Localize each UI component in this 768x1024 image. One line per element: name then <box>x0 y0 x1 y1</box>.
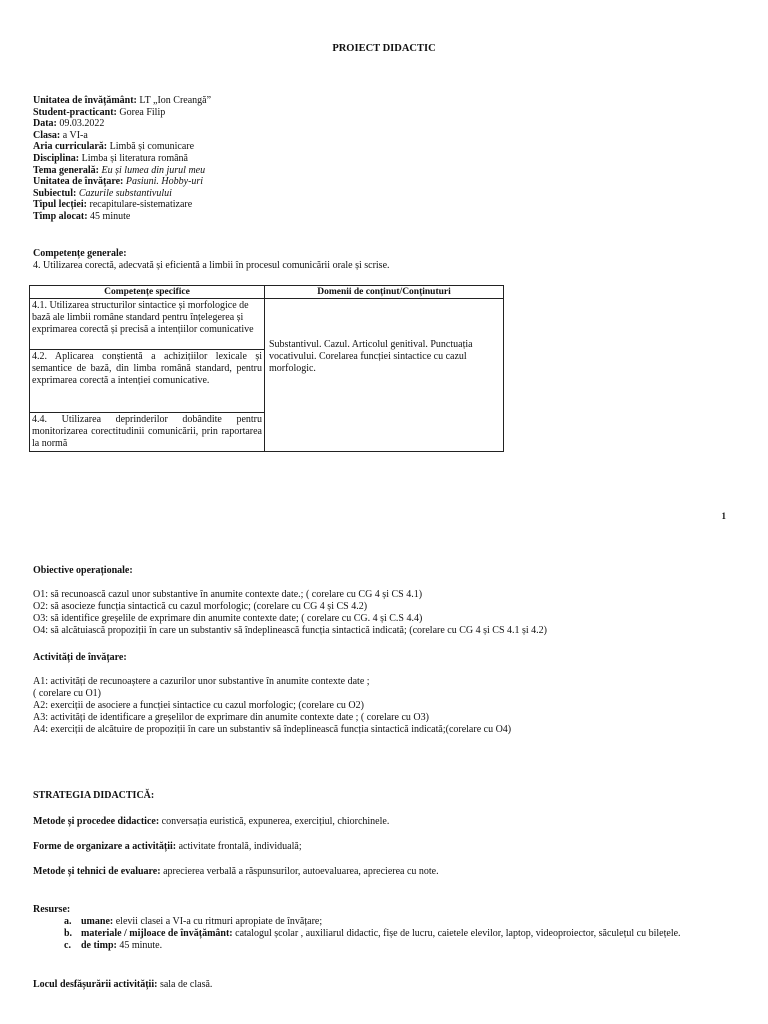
activity-a4: A4: exerciții de alcătuire de propoziții în care un substantiv să îndeplinească funcția sintactică indicată;(corelare cu O4) <box>33 724 512 735</box>
evaluation-methods-line: Metode și tehnici de evaluare: aprecierea verbală a răspunsurilor, autoevaluarea, aprecierea cu note. <box>33 866 439 877</box>
objectives-heading: Obiective operaționale: <box>33 565 133 576</box>
info-lesson-type: Tipul lecției: recapitulare-sistematizare <box>33 199 193 211</box>
info-time: Timp alocat: 45 minute <box>33 210 131 222</box>
competences-table <box>29 285 504 452</box>
organization-forms-line: Forme de organizare a activității: activitate frontală, individuală; <box>33 841 302 852</box>
general-competences-heading: Competențe generale: <box>33 248 127 259</box>
info-subject: Subiectul: Cazurile substantivului <box>33 187 172 199</box>
activity-a1-correlation: ( corelare cu O1) <box>33 688 102 699</box>
info-class: Clasa: a VI-a <box>33 129 88 141</box>
resources <box>33 904 728 952</box>
strategy-heading: STRATEGIA DIDACTICĂ: <box>33 790 155 801</box>
resource-human: a. umane: elevii clasei a VI-a cu ritmuri apropiate de învățare; <box>64 916 323 927</box>
resource-materials: b. materiale / mijloace de învățământ: catalogul școlar , auxiliarul didactic, fișe de lucru, caietele elevilor, laptop, videoproiector, săculețul cu bilețele. <box>64 928 681 939</box>
page-number: 1 <box>721 511 726 521</box>
operational-objectives <box>33 565 547 637</box>
objective-o1: O1: să recunoască cazul unor substantive în anumite contexte date.; ( corelare cu CG 4 și CS 4.1) <box>33 589 423 600</box>
objective-o3: O3: să identifice greșelile de exprimare din anumite contexte date; ( corelare cu CG. 4 și C.S 4.4) <box>33 613 423 624</box>
activity-a3: A3: activități de identificare a greșelilor de exprimare din anumite contexte date ; ( corelare cu O3) <box>33 712 429 723</box>
resources-heading: Resurse: <box>33 904 71 915</box>
info-learning-unit: Unitatea de învățare: Pasiuni. Hobby-uri <box>33 176 204 188</box>
info-date: Data: 09.03.2022 <box>33 118 105 130</box>
info-general-theme: Tema generală: Eu și lumea din jurul meu <box>33 164 206 176</box>
objective-o4: O4: să alcătuiască propoziții în care un substantiv să îndeplinească funcția sintactică indicată; (corelare cu CG 4 și CS 4.1 și 4.2) <box>33 625 548 636</box>
content-cell: Substantivul. Cazul. Articolul genitival. Punctuația vocativului. Corelarea funcției sintactice cu cazul morfologic. <box>265 299 504 452</box>
lesson-info <box>33 95 211 223</box>
info-curricular-area: Aria curriculară: Limbă și comunicare <box>33 141 195 153</box>
general-competences-text: 4. Utilizarea corectă, adecvată și eficientă a limbii în procesul comunicării orale și scrise. <box>33 260 390 271</box>
info-discipline: Disciplina: Limba și literatura română <box>33 152 188 164</box>
table-header-content: Domenii de conținut/Conținuturi <box>265 286 504 299</box>
specific-competence-4-4: 4.4. Utilizarea deprinderilor dobândite pentru monitorizarea corectitudinii comunicării, prin raportarea la normă <box>30 413 265 452</box>
info-school: Unitatea de învățământ: LT „Ion Creangă” <box>33 95 212 106</box>
page-title: PROIECT DIDACTIC <box>332 43 436 54</box>
activities-heading: Activități de învățare: <box>33 652 127 663</box>
general-competences <box>33 248 390 272</box>
specific-competence-4-1: 4.1. Utilizarea structurilor sintactice și morfologice de bază ale limbii române standard pentru înțelegerea și exprimarea corectă și precisă a intențiilor comunicative <box>30 299 265 350</box>
methods-line: Metode și procedee didactice: conversația euristică, expunerea, exercițiul, chiorchinele. <box>33 816 390 827</box>
objective-o2: O2: să asocieze funcția sintactică cu cazul morfologic; (corelare cu CG 4 și CS 4.2) <box>33 601 368 612</box>
table-header-row <box>30 286 504 299</box>
resource-time: c. de timp: 45 minute. <box>64 940 163 951</box>
table-row <box>30 299 504 350</box>
activity-a2: A2: exerciții de asociere a funcției sintactice cu cazul morfologic; (corelare cu O2) <box>33 700 364 711</box>
info-student: Student-practicant: Gorea Filip <box>33 106 166 118</box>
location-line: Locul desfășurării activității: sala de clasă. <box>33 979 213 990</box>
table-header-specific: Competențe specifice <box>30 286 265 299</box>
activity-a1: A1: activități de recunoaștere a cazurilor unor substantive în anumite contexte date ; <box>33 676 370 687</box>
learning-activities <box>33 652 511 736</box>
specific-competence-4-2: 4.2. Aplicarea conștientă a achizițiilor lexicale și semantice de bază, din limba română standard, pentru exprimarea corectă a intenției comunicative. <box>30 350 265 413</box>
